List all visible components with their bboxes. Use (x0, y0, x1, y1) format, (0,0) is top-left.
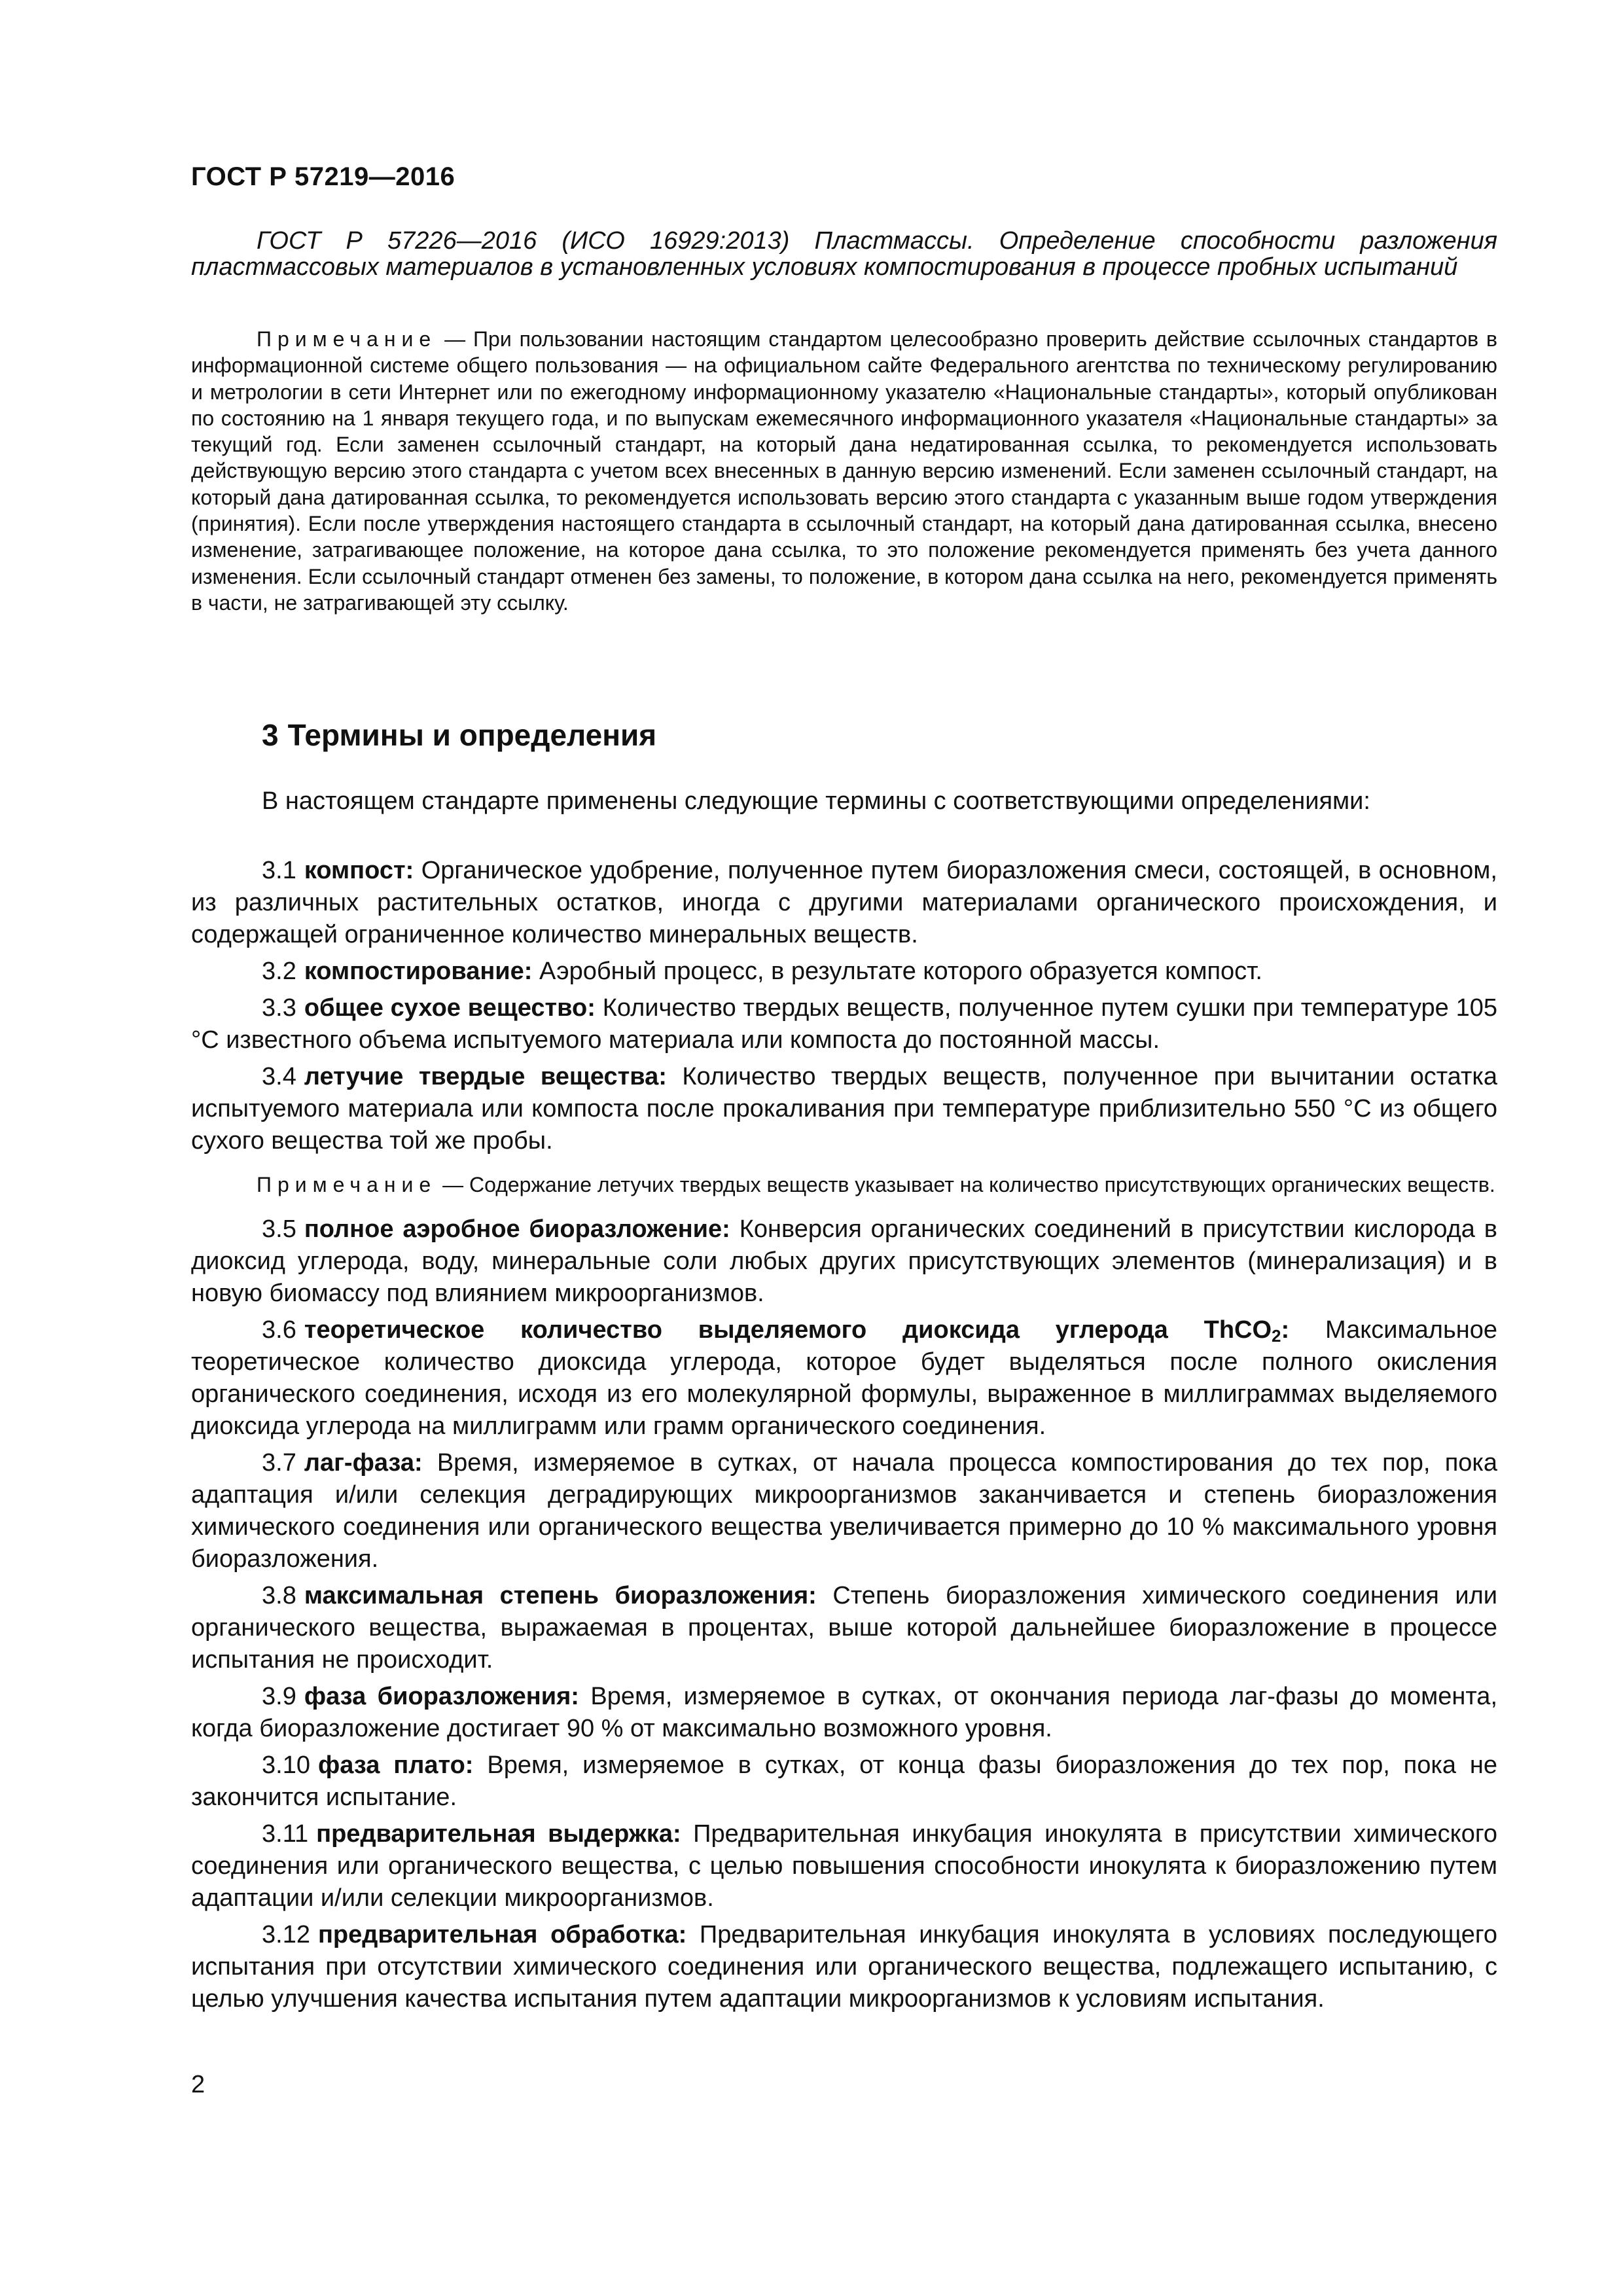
term-definition: Время, измеряемое в сутках, от окончания периода лаг-фазы до момента, когда биоразложение достигает 90 % от максимально возможного уровня. (191, 1683, 1498, 1742)
term-entry-3-7 (191, 1447, 1497, 1575)
term-entry-3-3 (191, 992, 1497, 1056)
term-name: компост: (304, 857, 414, 884)
term-number: 3.3 (262, 994, 296, 1022)
term-number: 3.12 (262, 1921, 310, 1948)
reference-entry: ГОСТ Р 57226—2016 (ИСО 16929:2013) Пластмассы. Определение способности разложения пластмассовых материалов в установленных условиях компостирования в процессе пробных испытаний (191, 227, 1497, 281)
term-subscript: 2 (1272, 1326, 1281, 1346)
term-name-colon: : (1281, 1316, 1290, 1344)
term-number: 3.6 (262, 1316, 296, 1344)
note-paragraph (191, 326, 1497, 616)
note-text: — При пользовании настоящим стандартом целесообразно проверить действие ссылочных стандартов в информационной системе общего пользования — на официальном сайте Федерального агентства по техническому регулированию и метрологии в сети Интернет или по ежегодному информационному указателю «Национальные стандарты», который опубликован по состоянию на 1 января текущего года, и по выпускам ежемесячного информационного указателя «Национальные стандарты» за текущий год. Если заменен ссылочный стандарт, на который дана недатированная ссылка, то рекомендуется использовать действующую версию этого стандарта с учетом всех внесенных в данную версию изменений. Если заменен ссылочный стандарт, на который дана датированная ссылка, то рекомендуется использовать версию этого стандарта с указанным выше годом утверждения (принятия). Если после утверждения настоящего стандарта в ссылочный стандарт, на который дана датированная ссылка, внесено изменение, затрагивающее положение, на которое дана ссылка, то это положение рекомендуется применять без учета данного изменения. Если ссылочный стандарт отменен без замены, то положение, в котором дана ссылка на него, рекомендуется применять в части, не затрагивающей эту ссылку. (191, 327, 1498, 615)
term-number: 3.1 (262, 857, 296, 884)
term-name: предварительная обработка: (317, 1921, 687, 1948)
term-definition: Максимальное теоретическое количество диоксида углерода, которое будет выделяться после полного окисления органического соединения, исходя из его молекулярной формулы, выраженное в миллиграммах выделяемого диоксида углерода на миллиграмм или грамм органического соединения. (191, 1316, 1498, 1440)
term-entry-3-10 (191, 1749, 1497, 1814)
term-definition: Конверсия органических соединений в присутствии кислорода в диоксид углерода, воду, минеральные соли любых других присутствующих элементов (минерализация) и в новую биомассу под влиянием микроорганизмов. (191, 1215, 1497, 1307)
note-label: Примечание (257, 1173, 437, 1196)
note-paragraph-2 (191, 1170, 1497, 1199)
term-name: общее сухое вещество: (304, 994, 596, 1022)
term-name: компостирование: (304, 958, 533, 985)
term-number: 3.8 (262, 1582, 296, 1609)
term-name: летучие твердые вещества: (304, 1063, 667, 1090)
term-entry-3-2 (191, 956, 1497, 988)
term-entry-3-4 (191, 1061, 1497, 1157)
note-text: — Содержание летучих твердых веществ указывает на количество присутствующих органических веществ. (442, 1173, 1495, 1196)
section-intro: В настоящем стандарте применены следующие термины с соответствующими определениями: (262, 787, 1370, 815)
term-name: максимальная степень биоразложения: (304, 1582, 817, 1609)
term-number: 3.9 (262, 1683, 296, 1710)
term-number: 3.10 (262, 1751, 310, 1779)
term-number: 3.11 (262, 1820, 309, 1848)
document-header: ГОСТ Р 57219—2016 (191, 162, 455, 191)
term-number: 3.2 (262, 958, 296, 985)
term-definition: Степень биоразложения химического соединения или органического вещества, выражаемая в процентах, выше которой дальнейшее биоразложение в процессе испытания не происходит. (191, 1582, 1497, 1674)
term-number: 3.7 (262, 1449, 296, 1477)
term-entry-3-6 (191, 1314, 1497, 1443)
term-entry-3-1 (191, 855, 1497, 951)
term-definition: Аэробный процесс, в результате которого образуется компост. (539, 958, 1262, 985)
term-name: лаг-фаза: (304, 1449, 423, 1477)
term-name: фаза плато: (317, 1751, 474, 1779)
term-entry-3-12 (191, 1919, 1497, 2015)
term-entry-3-5 (191, 1213, 1497, 1310)
note-label: Примечание (257, 327, 437, 351)
term-name (304, 1316, 1289, 1344)
term-entry-3-11 (191, 1818, 1497, 1914)
term-definition: Предварительная инкубация инокулята в присутствии химического соединения или органического вещества, с целью повышения способности инокулята к биоразложению путем адаптации и/или селекции микроорганизмов. (191, 1820, 1497, 1912)
term-definition: Количество твердых веществ, полученное путем сушки при температуре 105 °С известного объема испытуемого материала или компоста до постоянной массы. (191, 994, 1497, 1054)
term-definition: Предварительная инкубация инокулята в условиях последующего испытания при отсутствии химического соединения или органического вещества, подлежащего испытанию, с целью улучшения качества испытания путем адаптации микроорганизмов к условиям испытания. (191, 1921, 1497, 2013)
term-name: полное аэробное биоразложение: (304, 1215, 730, 1243)
term-definition: Органическое удобрение, полученное путем биоразложения смеси, состоящей, в основном, из различных растительных остатков, иногда с другими материалами органического происхождения, и содержащей ограниченное количество минеральных веществ. (191, 857, 1497, 948)
term-number: 3.5 (262, 1215, 296, 1243)
term-name-main: теоретическое количество выделяемого диоксида углерода ThCO (304, 1316, 1272, 1344)
page-number: 2 (191, 2071, 205, 2098)
term-definition: Количество твердых веществ, полученное при вычитании остатка испытуемого материала или компоста после прокаливания при температуре приблизительно 550 °С из общего сухого вещества той же пробы. (191, 1063, 1497, 1155)
term-name: фаза биоразложения: (304, 1683, 579, 1710)
term-entry-3-8 (191, 1580, 1497, 1676)
term-entry-3-9 (191, 1681, 1497, 1745)
section-number: 3 (262, 718, 279, 752)
term-definition: Время, измеряемое в сутках, от конца фазы биоразложения до тех пор, пока не закончится испытание. (191, 1751, 1497, 1811)
section-title: Термины и определения (287, 718, 657, 752)
section-heading (262, 717, 656, 753)
term-name: предварительная выдержка: (316, 1820, 681, 1848)
term-definition: Время, измеряемое в сутках, от начала процесса компостирования до тех пор, пока адаптация и/или селекция деградирующих микроорганизмов заканчивается и степень биоразложения химического соединения или органического вещества увеличивается примерно до 10 % максимального уровня биоразложения. (191, 1449, 1497, 1573)
terms-list (191, 855, 1497, 2020)
term-number: 3.4 (262, 1063, 296, 1090)
